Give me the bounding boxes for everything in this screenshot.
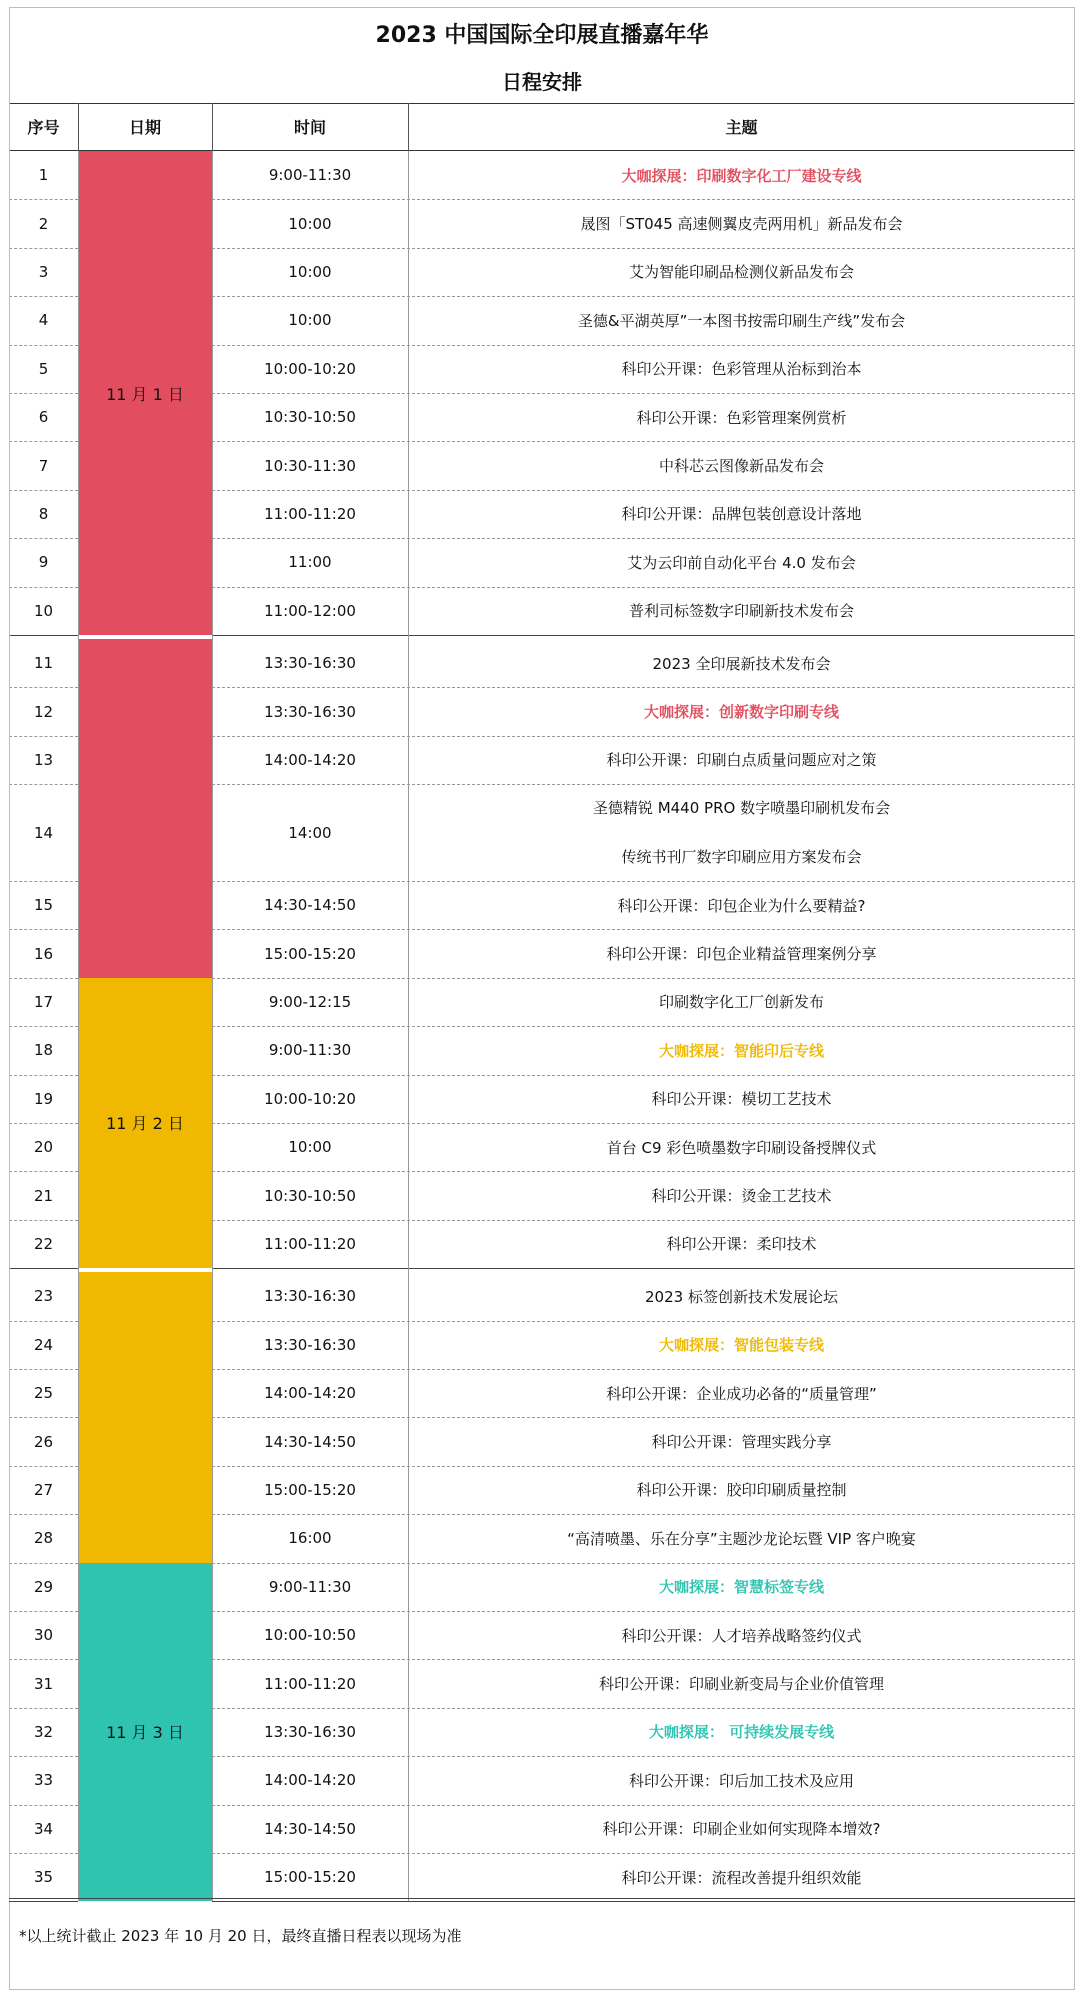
row-topic-line: 科印公开课：色彩管理案例赏析: [636, 408, 847, 427]
row-number: 28: [33, 1529, 54, 1548]
row-time: 15:00-15:20: [264, 1868, 356, 1887]
row-number: 31: [33, 1674, 54, 1693]
row-time: 9:00-11:30: [268, 1041, 352, 1060]
row-divider: [9, 635, 78, 636]
row-topic: [408, 538, 1075, 586]
row-number: 11: [33, 654, 54, 673]
row-topic: [408, 1756, 1075, 1804]
row-topic-line: 科印公开课：印刷企业如何实现降本增效?: [602, 1820, 881, 1839]
row-number: 16: [33, 944, 54, 963]
row-topic: [408, 345, 1075, 393]
row-topic-line: “高清喷墨、乐在分享”主题沙龙论坛暨 VIP 客户晚宴: [567, 1529, 916, 1548]
row-number: 18: [33, 1041, 54, 1060]
row-topic-line: 大咖探展：智慧标签专线: [658, 1578, 824, 1597]
row-topic-line: 首台 C9 彩色喷墨数字印刷设备授牌仪式: [606, 1138, 877, 1157]
column-divider: [408, 151, 409, 1901]
row-topic-line: 科印公开课：流程改善提升组织效能: [621, 1868, 862, 1887]
row-topic: [408, 199, 1075, 247]
row-topic-line: 大咖探展：创新数字印刷专线: [643, 703, 839, 722]
row-number: 30: [33, 1626, 54, 1645]
row-time: 10:00: [288, 311, 332, 330]
row-topic-line: 大咖探展： 可持续发展专线: [648, 1723, 835, 1742]
row-topic: [408, 1514, 1075, 1562]
row-topic: [408, 687, 1075, 735]
row-time: 10:00-10:20: [264, 359, 356, 378]
row-time: 10:00: [288, 1138, 332, 1157]
row-topic: [408, 1611, 1075, 1659]
column-divider: [78, 151, 79, 1901]
row-topic: [408, 1708, 1075, 1756]
row-topic: [408, 1805, 1075, 1853]
row-topic-line: 科印公开课：胶印印刷质量控制: [636, 1481, 847, 1500]
row-topic: [408, 248, 1075, 296]
row-number: 7: [38, 456, 49, 475]
row-topic-line: 科印公开课：烫金工艺技术: [651, 1187, 832, 1206]
row-time: 14:00-14:20: [264, 750, 356, 769]
header-date: 日期: [78, 103, 212, 151]
row-number: 12: [33, 702, 54, 721]
row-time: 10:00: [288, 262, 332, 281]
row-topic-line: 大咖探展：印刷数字化工厂建设专线: [621, 166, 862, 185]
row-number: 17: [33, 992, 54, 1011]
row-topic-line: 艾为智能印刷品检测仪新品发布会: [628, 263, 854, 282]
row-topic-line: 大咖探展：智能印后专线: [658, 1041, 824, 1060]
row-topic-line: 科印公开课：印包企业精益管理案例分享: [606, 945, 877, 964]
row-time: 11:00: [288, 553, 332, 572]
row-time: 13:30-16:30: [264, 654, 356, 673]
row-divider: [9, 1268, 78, 1269]
row-time: 16:00: [288, 1529, 332, 1548]
footer-note: *以上统计截止 2023 年 10 月 20 日，最终直播日程表以现场为准: [19, 1927, 462, 1945]
row-number: 15: [33, 896, 54, 915]
row-topic: [408, 978, 1075, 1026]
page-subtitle: 日程安排: [502, 70, 582, 94]
row-topic-line: 圣德&平湖英厚”一本图书按需印刷生产线”发布会: [577, 311, 906, 330]
page-title: 2023 中国国际全印展直播嘉年华: [375, 23, 709, 48]
row-topic: [408, 1369, 1075, 1417]
row-topic: [408, 441, 1075, 489]
row-number: 20: [33, 1138, 54, 1157]
row-topic-line: 科印公开课：印后加工技术及应用: [628, 1771, 854, 1790]
row-topic-line: 科印公开课：印包企业为什么要精益?: [617, 896, 866, 915]
row-time: 9:00-11:30: [268, 1577, 352, 1596]
row-number: 9: [38, 553, 49, 572]
row-number: 22: [33, 1234, 54, 1253]
footer: [9, 1898, 1075, 1989]
row-time: 11:00-12:00: [264, 601, 356, 620]
row-topic: [408, 881, 1075, 929]
row-time: 13:30-16:30: [264, 1287, 356, 1306]
row-number: 13: [33, 750, 54, 769]
row-divider: [212, 1268, 1075, 1269]
row-number: 2: [38, 214, 49, 233]
row-topic: [408, 587, 1075, 635]
row-topic: [408, 1123, 1075, 1171]
row-topic-line: 中科芯云图像新品发布会: [658, 457, 824, 476]
row-topic: [408, 151, 1075, 199]
row-topic-line: 圣德精锐 M440 PRO 数字喷墨印刷机发布会: [592, 799, 891, 818]
row-topic: [408, 393, 1075, 441]
row-topic: [408, 1026, 1075, 1074]
row-topic: [408, 296, 1075, 344]
row-number: 24: [33, 1335, 54, 1354]
row-topic: [408, 1466, 1075, 1514]
row-topic-line: 晟图「ST045 高速侧翼皮壳两用机」新品发布会: [580, 215, 903, 234]
date-block-3: 11 月 3 日: [78, 1563, 212, 1902]
row-time: 14:00: [288, 823, 332, 842]
row-time: 10:00: [288, 214, 332, 233]
row-topic: [408, 639, 1075, 687]
row-number: 10: [33, 601, 54, 620]
date-block-2: 11 月 2 日: [78, 978, 212, 1268]
row-time: 14:00-14:20: [264, 1771, 356, 1790]
row-divider: [212, 635, 1075, 636]
row-topic-line: 传统书刊厂数字印刷应用方案发布会: [621, 847, 862, 866]
row-time: 11:00-11:20: [264, 504, 356, 523]
row-number: 5: [38, 359, 49, 378]
row-time: 15:00-15:20: [264, 944, 356, 963]
row-time: 10:00-10:50: [264, 1626, 356, 1645]
row-number: 23: [33, 1287, 54, 1306]
row-topic: [408, 1220, 1075, 1268]
schedule-table: [9, 103, 1075, 1898]
column-divider: [1074, 103, 1075, 1901]
row-time: 10:30-10:50: [264, 1186, 356, 1205]
row-time: 9:00-12:15: [268, 992, 352, 1011]
row-time: 10:30-11:30: [264, 456, 356, 475]
row-number: 35: [33, 1868, 54, 1887]
row-topic: [408, 1321, 1075, 1369]
row-topic: [408, 1853, 1075, 1901]
row-time: 14:30-14:50: [264, 1819, 356, 1838]
row-time: 13:30-16:30: [264, 702, 356, 721]
row-number: 34: [33, 1819, 54, 1838]
row-topic-line: 2023 标签创新技术发展论坛: [645, 1287, 838, 1306]
date-block-1: 11 月 1 日: [78, 151, 212, 635]
row-topic-line: 2023 全印展新技术发布会: [652, 654, 831, 673]
row-number: 26: [33, 1432, 54, 1451]
row-topic: [408, 1417, 1075, 1465]
row-number: 33: [33, 1771, 54, 1790]
row-topic-line: 科印公开课：品牌包装创意设计落地: [621, 505, 862, 524]
row-topic-line: 科印公开课：印刷业新变局与企业价值管理: [598, 1675, 884, 1694]
column-divider: [9, 103, 10, 1901]
row-topic: [408, 1563, 1075, 1611]
header-topic: 主题: [408, 103, 1075, 151]
row-topic: [408, 1075, 1075, 1123]
row-time: 11:00-11:20: [264, 1674, 356, 1693]
row-topic: [408, 1171, 1075, 1219]
row-number: 32: [33, 1722, 54, 1741]
row-topic-line: 科印公开课：柔印技术: [666, 1235, 817, 1254]
row-topic-line: 科印公开课：色彩管理从治标到治本: [621, 360, 862, 379]
row-topic: [408, 490, 1075, 538]
row-time: 9:00-11:30: [268, 166, 352, 185]
row-time: 10:00-10:20: [264, 1089, 356, 1108]
header-no: 序号: [9, 103, 78, 151]
row-topic-line: 艾为云印前自动化平台 4.0 发布会: [627, 553, 856, 572]
row-topic-line: 科印公开课：印刷白点质量问题应对之策: [606, 751, 877, 770]
row-topic-line: 印刷数字化工厂创新发布: [658, 993, 824, 1012]
row-number: 21: [33, 1186, 54, 1205]
row-topic-line: 大咖探展：智能包装专线: [658, 1336, 824, 1355]
row-time: 14:30-14:50: [264, 896, 356, 915]
row-number: 14: [33, 823, 54, 842]
row-time: 13:30-16:30: [264, 1722, 356, 1741]
row-topic-line: 科印公开课：模切工艺技术: [651, 1090, 832, 1109]
row-number: 19: [33, 1089, 54, 1108]
row-number: 4: [38, 311, 49, 330]
row-number: 1: [38, 166, 49, 185]
row-time: 14:00-14:20: [264, 1384, 356, 1403]
row-time: 10:30-10:50: [264, 408, 356, 427]
row-time: 15:00-15:20: [264, 1480, 356, 1499]
row-topic: [408, 736, 1075, 784]
row-topic-line: 科印公开课：人才培养战略签约仪式: [621, 1626, 862, 1645]
row-number: 8: [38, 504, 49, 523]
row-number: 3: [38, 262, 49, 281]
row-topic-line: 科印公开课：管理实践分享: [651, 1433, 832, 1452]
row-topic-line: 科印公开课：企业成功必备的“质量管理”: [606, 1384, 877, 1403]
row-topic: [408, 784, 1075, 881]
row-number: 29: [33, 1577, 54, 1596]
row-topic: [408, 1659, 1075, 1707]
date-block: [78, 1272, 212, 1562]
header-time: 时间: [212, 103, 408, 151]
row-number: 6: [38, 408, 49, 427]
row-time: 14:30-14:50: [264, 1432, 356, 1451]
row-number: 27: [33, 1480, 54, 1499]
row-topic: [408, 1272, 1075, 1320]
date-block: [78, 639, 212, 978]
row-topic: [408, 929, 1075, 977]
row-time: 11:00-11:20: [264, 1234, 356, 1253]
row-topic-line: 普利司标签数字印刷新技术发布会: [628, 602, 854, 621]
column-divider: [212, 151, 213, 1901]
row-time: 13:30-16:30: [264, 1335, 356, 1354]
row-number: 25: [33, 1384, 54, 1403]
